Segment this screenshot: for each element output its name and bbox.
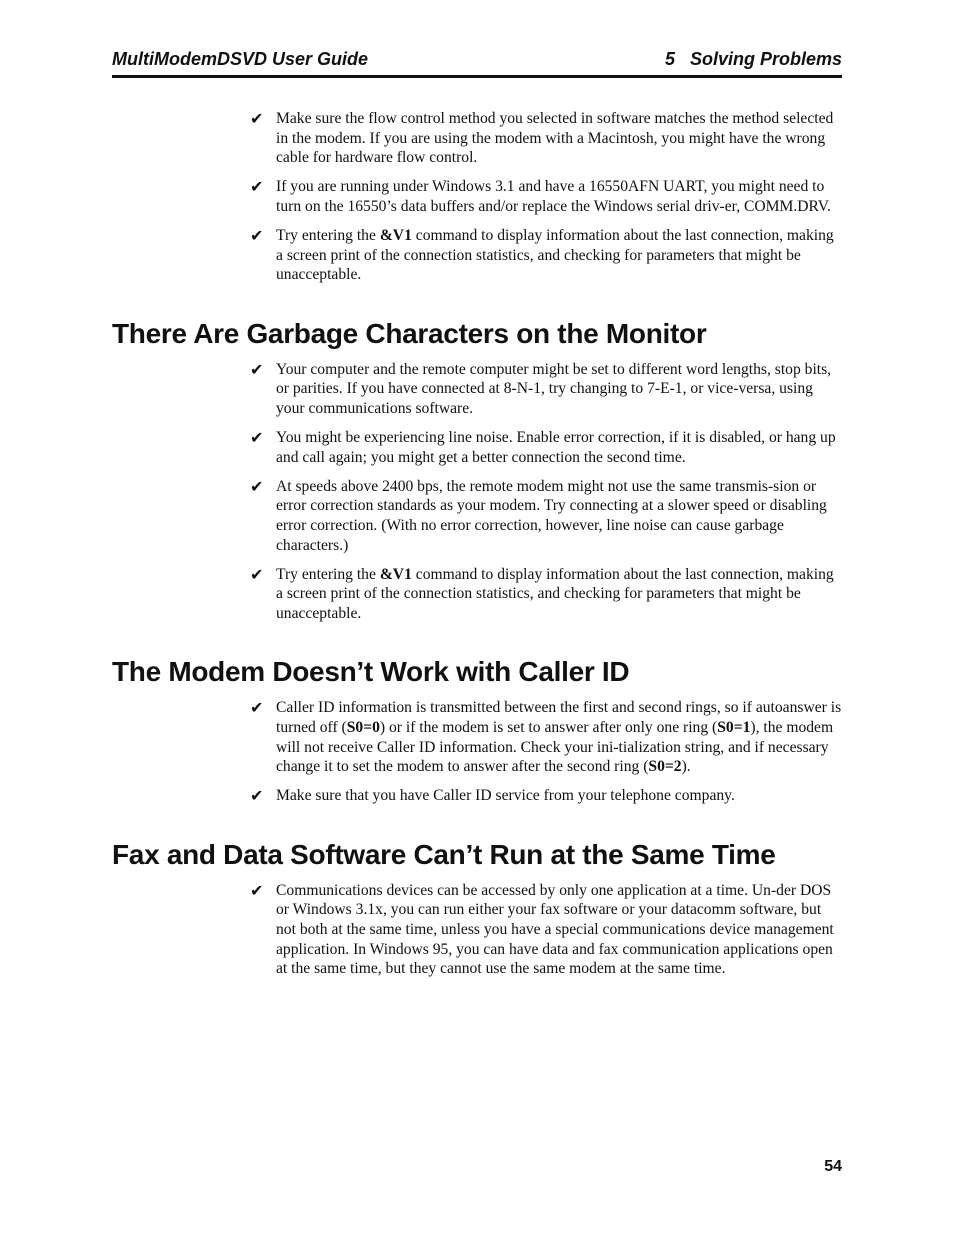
command-text: S0=0 — [346, 718, 380, 736]
checkmark-icon: ✔ — [250, 564, 264, 584]
list-item: ✔ If you are running under Windows 3.1 and have a 16550AFN UART, you might need to turn on the 16550’s data buffers and/or replace the Windows serial driv-er, COMM.DRV. — [250, 177, 831, 215]
list-item: ✔ Caller ID information is transmitted between the first and second rings, so if autoanswer is turned off (S0=0) or if the modem is set to answer after only one ring (S0=1), the modem will not receive Caller ID information. Check your ini-tialization string, and if necessary change it to set the modem to answer after the second ring (S0=2). — [250, 698, 842, 776]
command-text: S0=1 — [717, 718, 751, 736]
section-title-garbage-characters: There Are Garbage Characters on the Monitor — [112, 317, 707, 349]
section-title-fax-data-software: Fax and Data Software Can’t Run at the Same Time — [112, 838, 776, 870]
caller-id-bullet-list — [112, 698, 842, 805]
checkmark-icon: ✔ — [250, 177, 264, 197]
checkmark-icon: ✔ — [250, 225, 264, 245]
list-item: ✔ At speeds above 2400 bps, the remote modem might not use the same transmis-sion or error correction standards as your modem. Try connecting at a slower speed or disabling error correction. (With no error correction, however, line noise can cause garbage characters.) — [250, 476, 827, 554]
checkmark-icon: ✔ — [250, 476, 264, 496]
list-item: ✔ Try entering the &V1 command to display information about the last connection, making a screen print of the connection statistics, and checking for parameters that might be unacceptable. — [250, 225, 834, 284]
command-text: S0=2 — [648, 758, 682, 776]
header-guide-title: MultiModemDSVD User Guide — [112, 49, 369, 69]
header-chapter-title: 5 Solving Problems — [664, 49, 842, 69]
page-content — [112, 109, 842, 988]
list-item: ✔ Your computer and the remote computer might be set to different word lengths, stop bits, or parities. If you have connected at 8-N-1, try changing to 7-E-1, or vice-versa, using your communications software. — [250, 359, 832, 417]
list-item: ✔ Make sure the flow control method you selected in software matches the method selected in the modem. If you are using the modem with a Macintosh, you might have the wrong cable for hardware flow control. — [250, 109, 834, 167]
intro-bullet-list — [112, 109, 842, 285]
garbage-characters-bullet-list — [112, 360, 842, 624]
checkmark-icon: ✔ — [250, 698, 264, 718]
list-item: ✔ Try entering the &V1 command to display information about the last connection, making a screen print of the connection statistics, and checking for parameters that might be unacceptable. — [250, 564, 834, 622]
section-title-caller-id: The Modem Doesn’t Work with Caller ID — [112, 656, 630, 688]
checkmark-icon: ✔ — [250, 880, 264, 900]
list-item: ✔ Communications devices can be accessed by only one application at a time. Un-der DOS or Windows 3.1x, you can run either your fax software or your datacomm software, but not both at the same time, unless you have a special communications device management application. In Windows 95, you can have data and fax communication applications open at the same time, but they cannot use the same modem at the same time. — [250, 880, 834, 978]
list-item: ✔ Make sure that you have Caller ID service from your telephone company. — [250, 786, 735, 806]
page-number: 54 — [824, 1158, 842, 1175]
checkmark-icon: ✔ — [250, 109, 264, 128]
checkmark-icon: ✔ — [250, 359, 264, 379]
list-item: ✔ You might be experiencing line noise. Enable error correction, if it is disabled, or hang up and call again; you might get a better connection the second time. — [250, 428, 836, 466]
command-text: &V1 — [379, 226, 412, 244]
checkmark-icon: ✔ — [250, 786, 264, 806]
page-header — [112, 49, 842, 78]
fax-data-bullet-list — [112, 881, 842, 979]
checkmark-icon: ✔ — [250, 428, 264, 448]
command-text: &V1 — [379, 565, 412, 583]
